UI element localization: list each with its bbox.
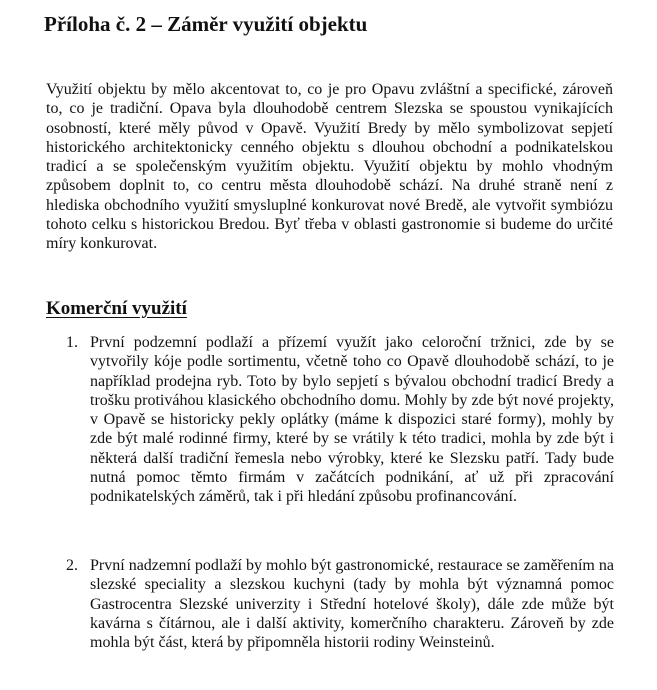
page-title: Příloha č. 2 – Záměr využití objektu xyxy=(44,12,368,36)
list-item-number: 2. xyxy=(66,557,78,574)
list-item-text: První nadzemní podlaží by mohlo být gastronomické, restaurace se zaměřením na slezské speciality a slezskou kuchyni (tady by mohla být významná pomoc Gastrocentra Slezské univerzity i Střední hotelové školy), dále zde může být kavárna s čítárnou, ale i další aktivity, komerčního charakteru. Zároveň by zde mohla být část, která by připomněla historii rodiny Weinsteinů. xyxy=(90,557,614,652)
list-item-text: První podzemní podlaží a přízemí využít jako celoroční tržnici, zde by se vytvořily kóje podle sortimentu, včetně toho co Opavě dlouhodobě schází, to je například prodejna ryb. Toto by bylo sepjetí s bývalou obchodní tradicí Bredy a trošku protiváhou klasického obchodního domu. Mohly by zde být nové projekty, v Opavě se historicky pekly oplátky (máme k dispozici staré formy), mohly by zde být malé rodinné firmy, které by se vrátily k této tradici, mohla by zde být i některá další tradiční řemesla nebo výrobky, které ke Slezsku patří. Tady bude nutná pomoc těmto firmám v začátcích podnikání, ať už při zpracování podnikatelských záměrů, tak i při hledání způsobu profinancování. xyxy=(90,334,614,506)
list-item xyxy=(66,556,614,652)
list-item-number: 1. xyxy=(66,334,78,351)
intro-paragraph: Využití objektu by mělo akcentovat to, co je pro Opavu zvláštní a specifické, zároveň to, co je tradiční. Opava byla dlouhodobě centrem Slezska se spoustou vynikajících osobností, které měly původ v Opavě. Využití Bredy by mělo symbolizovat sepjetí historického architektonicky cenného objektu s dlouhou obchodní a podnikatelskou tradicí a se společenským využitím objektu. Využití objektu by mohlo vhodným způsobem doplnit to, co centru města dlouhodobě schází. Na druhé straně není z hlediska obchodního využití smysluplné konkurovat nové Bredě, ale vytvořit symbiózu tohoto celku s historickou Bredou. Byť třeba v oblasti gastronomie si budeme do určité míry konkurovat. xyxy=(46,81,613,253)
list-item xyxy=(66,333,614,507)
section-heading: Komerční využití xyxy=(46,298,187,319)
